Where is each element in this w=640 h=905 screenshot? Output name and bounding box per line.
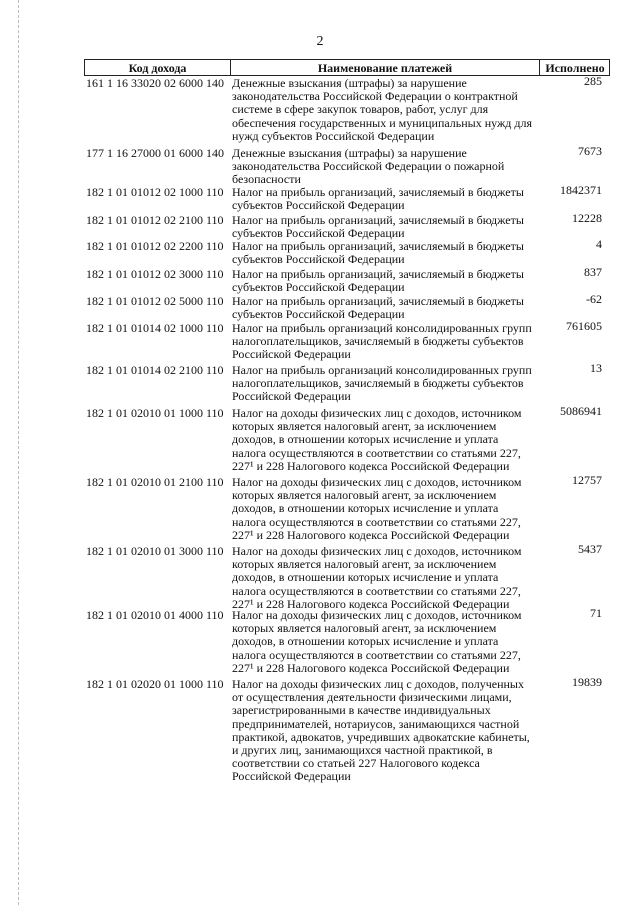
payment-name-line: нужд субъектов Российской Федерации [232,128,435,143]
payment-name-line: доходов, в отношении которых исчисление и уплата [232,432,499,447]
payment-name-line: и других лиц, занимающихся частной практикой, в [232,743,493,758]
income-code: 182 1 01 01012 02 3000 110 [86,267,224,281]
payment-name-line: Налог на прибыль организаций, зачисляемый в бюджеты [232,239,524,253]
payment-name-line: Налог на прибыль организаций, зачисляемый в бюджеты [232,267,524,281]
table-header [84,59,610,76]
payment-name [232,214,534,240]
payment-name-line: безопасности [232,172,301,187]
payment-name-line: налога осуществляются в соответствии со статьями 227, [232,647,521,662]
payment-name-line: зарегистрированными в качестве индивидуальных [232,703,491,718]
income-code: 182 1 01 01014 02 2100 110 [86,363,224,377]
payment-name-line: доходов, в отношении которых исчисление и уплата [232,634,499,649]
income-code: 182 1 01 01012 02 2100 110 [86,213,224,227]
payment-name-line: доходов, в отношении которых исчисление и уплата [232,570,499,585]
payment-name-line: Российской Федерации [232,347,351,362]
payment-name-line: субъектов Российской Федерации [232,198,405,213]
payment-name-line: от осуществления деятельности физическими лицами, [232,690,512,705]
income-code: 182 1 01 01014 02 1000 110 [86,321,224,335]
payment-name-line: Налог на доходы физических лиц с доходов, источником [232,544,522,558]
payment-name [232,364,534,404]
payment-name [232,147,534,187]
income-code: 182 1 01 01012 02 2200 110 [86,239,224,253]
executed-amount: 5086941 [560,404,602,418]
payment-name [232,407,534,473]
payment-name-line: субъектов Российской Федерации [232,280,405,295]
income-code: 182 1 01 02010 01 2100 110 [86,475,224,489]
payment-name-line: системе в сфере закупок товаров, работ, услуг для [232,102,489,117]
payment-name-line: Налог на прибыль организаций консолидированных групп [232,363,532,377]
payment-name-line: соответствии со статьей 227 Налогового кодекса [232,756,480,771]
payment-name-line: 227¹ и 228 Налогового кодекса Российской Федерации [232,527,510,542]
executed-amount: 4 [596,237,602,251]
executed-amount: 71 [590,606,602,620]
income-code: 182 1 01 01012 02 5000 110 [86,294,224,308]
payment-name-line: субъектов Российской Федерации [232,252,405,267]
payment-name-line: 227¹ и 228 Налогового кодекса Российской Федерации [232,458,510,473]
payment-name-line: Денежные взыскания (штрафы) за нарушение [232,146,467,160]
income-code: 182 1 01 02010 01 1000 110 [86,406,224,420]
payment-name-line: налога осуществляются в соответствии со статьями 227, [232,583,521,598]
payment-name [232,186,534,212]
scan-margin-line [18,0,19,905]
executed-amount: 13 [590,361,602,375]
payment-name-line: практикой, адвокатов, учредивших адвокатские кабинеты, [232,729,530,744]
payment-name-line: налога осуществляются в соответствии со статьями 227, [232,514,521,529]
payment-name [232,476,534,542]
payment-name [232,295,534,321]
executed-amount: 1842371 [560,183,602,197]
payment-name [232,268,534,294]
page-number: 2 [316,34,324,49]
payment-name-line: налогоплательщиков, зачисляемый в бюджеты субъектов [232,376,524,391]
payment-name-line: Денежные взыскания (штрафы) за нарушение [232,76,467,90]
executed-amount: 5437 [578,542,602,556]
payment-name-line: Российской Федерации [232,769,351,784]
executed-amount: 12228 [572,211,602,225]
payment-name-line: 227¹ и 228 Налогового кодекса Российской Федерации [232,660,510,675]
payment-name-line: законодательства Российской Федерации о контрактной [232,89,518,104]
executed-amount: 19839 [572,675,602,689]
payment-name-line: которых является налоговый агент, за исключением [232,621,497,636]
payment-name-line: налога осуществляются в соответствии со статьями 227, [232,445,521,460]
executed-amount: 837 [584,265,602,279]
payment-name-line: Налог на прибыль организаций, зачисляемый в бюджеты [232,294,524,308]
payment-name-line: субъектов Российской Федерации [232,307,405,322]
payment-name [232,322,534,362]
executed-amount: 7673 [578,144,602,158]
payment-name [232,609,534,675]
payment-name-line: Налог на доходы физических лиц с доходов, полученных [232,677,524,691]
payment-name-line: законодательства Российской Федерации о пожарной [232,159,505,174]
income-code: 177 1 16 27000 01 6000 140 [86,146,224,160]
executed-amount: 761605 [566,319,602,333]
payment-name-line: субъектов Российской Федерации [232,226,405,241]
payment-name-line: которых является налоговый агент, за исключением [232,488,497,503]
payment-name [232,545,534,611]
payment-name [232,678,534,784]
income-code: 182 1 01 02010 01 4000 110 [86,608,224,622]
payment-name-line: Налог на доходы физических лиц с доходов, источником [232,608,522,622]
header-amount: Исполнено [545,61,605,75]
payment-name-line: обеспечения государственных и муниципальных нужд для [232,115,533,130]
payment-name-line: налогоплательщиков, зачисляемый в бюджеты субъектов [232,334,524,349]
executed-amount: 12757 [572,473,602,487]
payment-name-line: Налог на доходы физических лиц с доходов, источником [232,475,522,489]
income-code: 161 1 16 33020 02 6000 140 [86,76,224,90]
payment-name-line: Налог на прибыль организаций, зачисляемый в бюджеты [232,185,524,199]
payment-name-line: доходов, в отношении которых исчисление и уплата [232,501,499,516]
header-code: Код дохода [128,61,187,75]
payment-name-line: Налог на прибыль организаций, зачисляемый в бюджеты [232,213,524,227]
payment-name-line: которых является налоговый агент, за исключением [232,557,497,572]
income-code: 182 1 01 02020 01 1000 110 [86,677,224,691]
income-code: 182 1 01 01012 02 1000 110 [86,185,224,199]
payment-name-line: Российской Федерации [232,389,351,404]
executed-amount: 285 [584,74,602,88]
payment-name-line: предпринимателей, нотариусов, занимающихся частной [232,716,520,731]
income-code: 182 1 01 02010 01 3000 110 [86,544,224,558]
executed-amount: -62 [586,292,602,306]
payment-name-line: Налог на доходы физических лиц с доходов, источником [232,406,522,420]
payment-name [232,240,534,266]
payment-name-line: которых является налоговый агент, за исключением [232,419,497,434]
header-name: Наименование платежей [317,61,453,75]
payment-name [232,77,534,143]
payment-name-line: 227¹ и 228 Налогового кодекса Российской Федерации [232,596,510,611]
payment-name-line: Налог на прибыль организаций консолидированных групп [232,321,532,335]
